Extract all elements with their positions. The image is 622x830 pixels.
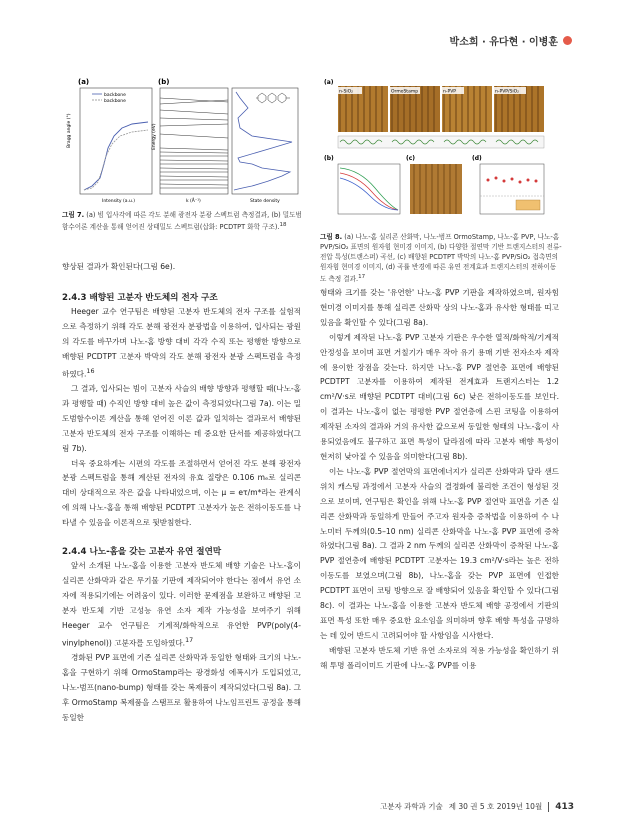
fig8-caption-text: (a) 나노-홈 실리콘 산화막, 나노-범프 OrmoStamp, 나노-홈 PVP, 나노-홈 PVP/SiO₂ 표면의 원자힘 현미경 이미지, (b) 다양한 절연막 기반 트랜지스터의 전류-전압 특성(트랜스퍼) 곡선, (c) 배향된 PCDTPT 박막의 나노-홈 PVP/SiO₂ 접촉면의 원자힘 현미경 이미지, (d) 곡률 반경에 따른 유연 전계효과 트랜지스터의 전하이동도 측정 결과. <box>320 233 562 284</box>
left-p1-ref: 16 <box>86 367 95 375</box>
fig8a-tile-label-1: n-SiO₂ <box>339 89 353 95</box>
right-paragraph-3: 이는 나노-홈 PVP 절연막의 표면에너지가 실리콘 산화막과 달라 샌드위치 캐스팅 과정에서 고분자 사슬의 결정화에 불리한 조건이 형성된 것으로 보이며, 연구팀은 확인을 위해 나노-홈 PVP 절연막 표면을 기존 실리콘 산화막과 동일하게 만들어 주고자 원자층 증착법을 이용하여 수 나노미터 두께의(0.5–10 nm) 실리콘 산화막을 나노-홈 PVP 표면에 증착하였다(그림 8a). 그 결과 2 nm 두께의 실리콘 산화막이 증착된 나노-홈 PVP 절연층에 배향된 PCDTPT 고분자는 19.3 cm²/V·s라는 높은 전하이동도를 보였으며(그림 8b), 나노-홈을 갖는 PVP 표면에 인접한 PCDTPT 표면이 코팅 방향으로 잘 배향되어 있음을 확인할 수 있다(그림 8c). 이 결과는 나노-홈을 이용한 고분자 반도체 배향 공정에서 기판의 표면 특성 또한 매우 중요한 요소임을 의미하며 향후 배향 특성을 규명하는 데 있어 반드시 고려되어야 할 사항임을 시사한다. <box>320 466 559 640</box>
fig7-caption-label: 그림 7. <box>62 211 85 219</box>
fig7c-xlabel: State density <box>250 199 280 204</box>
left-p4-text: 앞서 소개된 나노-홈을 이용한 고분자 반도체 배향 기술은 나노-홈이 실리콘 산화막과 같은 무기물 기판에 제작되어야 한다는 점에서 유연 소자에 적용되기에는 어려움이 있다. 이러한 문제점을 보완하고 배향된 고분자 반도체 기반 고성능 유연 소자 제작 가능성을 보여주기 위해 Heeger 교수 연구팀은 기계적/화학적으로 유연한 PVP(poly(4-vinylphenol)) 고분자를 도입하였다. <box>62 561 301 648</box>
fig7-caption-text: (a) 빔 입사각에 따른 각도 분해 광전자 분광 스펙트럼 측정결과, (b) 밀도범함수이론 계산을 통해 얻어진 상태밀도 스펙트럼(삽화: PCDTPT 화학 구조). <box>62 211 302 232</box>
fig8a-height-profiles <box>338 136 544 148</box>
fig8d-inset-device-icon <box>516 200 540 210</box>
left-column <box>62 260 301 726</box>
fig8-caption-label: 그림 8. <box>320 233 343 241</box>
footer-issue: 제 30 권 5 호 2019년 10월 <box>448 802 543 811</box>
right-paragraph-2: 이렇게 제작된 나노-홈 PVP 고분자 기판은 우수한 열적/화학적/기계적 안정성을 보이며 표면 거칠기가 매우 작아 유기 용매 기반 전자소자 제작에 용이한 장점을 갖는다. 하지만 나노-홈 PVP 절연층 표면에 배향된 PCDTPT 고분자를 이용하여 제작된 전계효과 트랜지스터는 1.2 cm²/V·s로 배향된 PCDTPT 대비(그림 6c) 낮은 전하이동도를 보인다. 이 결과는 나노-홈이 없는 평평한 PVP 절연층에 스핀 코팅을 이용하여 제작된 소자의 결과와 거의 유사한 값으로써 동일한 형태의 나노-홈이 사용되었음에도 불구하고 표면 특성이 달라짐에 따라 고분자 배향 특성이 현저히 낮아질 수 있음을 의미한다(그림 8b). <box>320 332 559 461</box>
fig7a-curve-1 <box>84 122 148 190</box>
fig8a-tile-label-4: n-PVP/SiO₂ <box>495 89 519 95</box>
figure-8-caption <box>320 232 562 284</box>
fig7b-bands <box>160 98 228 188</box>
fig8a-tile-label-2: OrmoStamp <box>391 89 419 95</box>
fig7-label-b: (b) <box>158 78 170 86</box>
fig7a-curve-2 <box>84 130 148 190</box>
left-paragraph-5: 경화된 PVP 표면에 기존 실리콘 산화막과 동일한 형태와 크기의 나노-홈을 구현하기 위해 OrmoStamp라는 광경화성 에폭시가 도입되었고, 나노-범프(nano-bump) 형태를 갖는 복제품이 제작되었다(그림 8a). 그 후 OrmoStamp 복제품을 스탬프로 활용하여 나노임프린트 공정을 통해 동일한 <box>62 653 301 722</box>
page-number: 413 <box>548 802 574 812</box>
figure-8 <box>320 78 560 228</box>
right-column <box>320 286 559 674</box>
fig8-caption-ref: 17 <box>358 274 366 280</box>
fig8-label-c: (c) <box>406 155 416 162</box>
page-footer <box>380 801 574 812</box>
fig8c-afm-image <box>410 164 462 214</box>
fig7c-frame <box>232 88 298 194</box>
left-paragraph-4 <box>62 559 301 651</box>
fig7b-ylabel: Energy (eV) <box>152 123 157 150</box>
fig7a-legend-2: backbone <box>104 99 126 104</box>
fig7a-xlabel: Intensity (a.u.) <box>102 199 135 204</box>
fig8a-tile-label-3: n-PVP <box>443 89 456 95</box>
fig8d-points <box>487 177 538 184</box>
fig7-caption-ref: 18 <box>279 222 287 228</box>
right-paragraph-1: 형태와 크기를 갖는 '유연한' 나노-홈 PVP 기판을 제작하였으며, 원자힘 현미경 이미지를 통해 실리콘 산화막 상의 나노-홈과 유사한 형태를 띠고 있음을 확인할 수 있다(그림 8a). <box>320 288 559 327</box>
left-p4-ref: 17 <box>185 636 194 644</box>
fig7c-dos-curve <box>234 92 292 190</box>
fig7c-chemical-structure-icon <box>256 93 290 103</box>
left-paragraph-1 <box>62 305 301 382</box>
figure-7-caption <box>62 210 304 232</box>
left-paragraph-2: 그 결과, 입사되는 빔이 고분자 사슬의 배향 방향과 평행할 때(나노-홈과 평행할 때) 수직인 방향 대비 높은 값이 측정되었다(그림 7a). 이는 밀도범함수이론 계산을 통해 얻어진 이론 값과 일치하는 결과로서 배향된 고분자 반도체의 전자 구조를 이해하는 데 중요한 단서를 제공하였다(그림 7b). <box>62 383 301 453</box>
fig8-label-a: (a) <box>324 79 334 86</box>
fig8b-curve-2 <box>340 173 398 210</box>
section-heading-2-4-4: 2.4.4 나노-홈을 갖는 고분자 유연 절연막 <box>62 547 222 558</box>
fig8a-afm-tiles <box>338 86 544 132</box>
left-paragraph-3: 더욱 중요하게는 시편의 각도를 조절하면서 얻어진 각도 분해 광전자 분광 스펙트럼을 통해 계산된 전자의 유효 질량은 0.106 mₑ로 실리콘 대비 상대적으로 작은 값을 나타내었으며, 이는 μ = eτ/m*라는 관계식에 의해 나노-홈을 통해 배향된 PCDTPT 고분자가 높은 전하이동도를 나타낼 수 있음을 이론적으로 뒷받침한다. <box>62 458 301 528</box>
left-p1-text: Heeger 교수 연구팀은 배향된 고분자 반도체의 전자 구조를 실험적으로 측정하기 위해 각도 분해 광전자 분광법을 이용하여, 입사되는 광원의 각도를 바꾸가며 나노-홈 방향 대비 각각 수직 또는 평행한 방향으로 배향된 PCDTPT 고분자 박막의 각도 분해 광전자 분광 스펙트럼을 측정하였다. <box>62 306 301 379</box>
header-authors: 박소희 · 유다현 · 이병훈 <box>449 37 558 48</box>
fig7b-xlabel: k (Å⁻¹) <box>186 199 201 204</box>
figure-7-plots <box>62 78 302 208</box>
fig8b-curve-3 <box>340 178 398 210</box>
left-intro-line: 향상된 결과가 확인된다(그림 6e). <box>62 262 176 271</box>
fig7-label-a: (a) <box>78 78 90 86</box>
figure-8-panels <box>320 78 560 228</box>
fig8-label-b: (b) <box>324 155 334 162</box>
fig7a-legend-1: backbone <box>104 93 126 98</box>
fig7b-frame <box>160 88 228 194</box>
running-header <box>450 33 572 48</box>
figure-7 <box>62 78 302 208</box>
footer-journal: 고분자 과학과 기술 <box>379 802 443 811</box>
section-heading-2-4-3: 2.4.3 배향된 고분자 반도체의 전자 구조 <box>62 292 218 303</box>
fig8-label-d: (d) <box>472 155 482 162</box>
fig7a-ylabel: Bragg angle (°) <box>67 113 72 148</box>
right-paragraph-4: 배향된 고분자 반도체 기반 유연 소자로의 적용 가능성을 확인하기 위해 투명 폴리이미드 기판에 나노-홈 PVP를 이용 <box>320 645 559 670</box>
journal-logo-icon <box>563 36 572 45</box>
